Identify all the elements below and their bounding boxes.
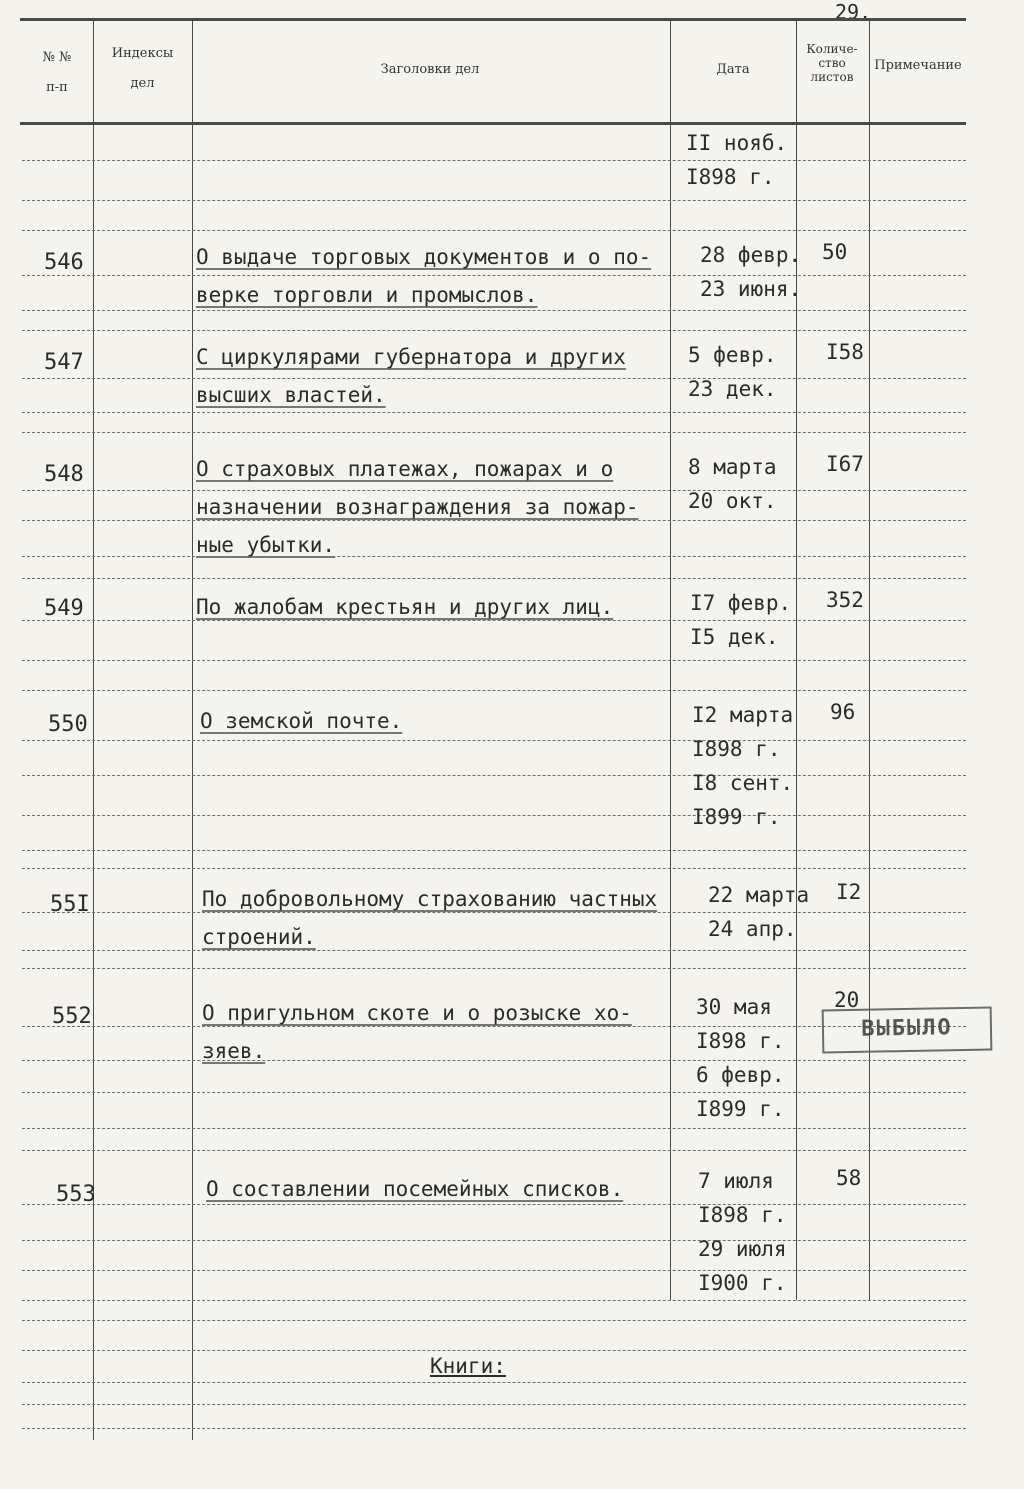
item-dates: 28 февр. 23 июня.	[700, 243, 802, 301]
item-title: О земской почте.	[200, 709, 403, 733]
ruled-line	[22, 160, 966, 161]
item-dates: 7 июля I898 г. 29 июля I900 г.	[698, 1169, 787, 1295]
item-sheets: I2	[836, 880, 862, 904]
item-number: 548	[44, 462, 84, 487]
item-dates: I2 марта I898 г. I8 сент. I899 г.	[692, 703, 794, 829]
item-dates: I7 февр. I5 дек.	[690, 591, 792, 649]
ruled-line	[22, 1128, 966, 1129]
item-number: 552	[52, 1004, 92, 1029]
item-number: 55I	[50, 892, 90, 917]
item-number: 553	[56, 1182, 96, 1207]
ruled-line	[22, 850, 966, 851]
ruled-line	[22, 578, 966, 579]
ruled-line	[22, 660, 966, 661]
page-number: 29.	[835, 0, 872, 24]
ruled-line	[22, 1428, 966, 1429]
item-dates: 5 февр. 23 дек.	[688, 343, 777, 401]
ruled-line	[22, 968, 966, 969]
item-number: 549	[44, 596, 84, 621]
ruled-line	[22, 1270, 966, 1271]
ruled-line	[22, 432, 966, 433]
ruled-line	[22, 230, 966, 231]
ruled-line	[22, 815, 966, 816]
header-index: Индексы дел	[111, 46, 174, 91]
item-title: О страховых платежах, пожарах и о назначении вознаграждения за пожар- ные убытки.	[196, 457, 639, 557]
continuation-dates: II нояб. I898 г.	[686, 131, 788, 189]
item-number: 547	[44, 350, 84, 375]
ruled-line	[22, 330, 966, 331]
item-sheets: 352	[826, 588, 864, 612]
ruled-line	[22, 868, 966, 869]
item-number: 546	[44, 250, 84, 275]
item-title: По добровольному страхованию частных строений.	[202, 887, 658, 949]
section-heading: Книги:	[430, 1354, 506, 1378]
header-number: № № п-п	[42, 50, 72, 95]
item-title: С циркулярами губернатора и других высших властей.	[196, 345, 626, 407]
item-sheets: 50	[822, 240, 848, 264]
header-rule	[20, 122, 966, 125]
item-sheets: 58	[836, 1166, 862, 1190]
header-notes: Примечание	[874, 58, 962, 73]
ruled-line	[22, 200, 966, 201]
column-divider	[93, 20, 94, 1440]
header-date: Дата	[716, 62, 750, 77]
item-dates: 8 марта 20 окт.	[688, 455, 777, 513]
item-title: О выдаче торговых документов и о по- верке торговли и промыслов.	[196, 245, 652, 307]
item-sheets: 20	[834, 988, 860, 1012]
ruled-line	[22, 1350, 966, 1351]
stamp: ВЫБЫЛО	[822, 1007, 993, 1054]
item-sheets: I58	[826, 340, 864, 364]
ruled-line	[22, 1150, 966, 1151]
item-title: О пригульном скоте и о розыске хо- зяев.	[202, 1001, 632, 1063]
ruled-line	[22, 1240, 966, 1241]
ruled-line	[22, 690, 966, 691]
ruled-line	[22, 1300, 966, 1301]
ruled-line	[22, 1320, 966, 1321]
ruled-line	[22, 740, 966, 741]
ruled-line	[22, 1092, 966, 1093]
ruled-line	[22, 1382, 966, 1383]
item-sheets: 96	[830, 700, 856, 724]
header-sheets: Количе- ство листов	[806, 42, 858, 84]
item-sheets: I67	[826, 452, 864, 476]
ruled-line	[22, 1404, 966, 1405]
header-titles: Заголовки дел	[380, 62, 480, 77]
top-rule	[20, 18, 966, 21]
ruled-line	[22, 775, 966, 776]
item-dates: 30 мая I898 г. 6 февр. I899 г.	[696, 995, 785, 1121]
column-divider	[192, 20, 193, 1440]
item-title: О составлении посемейных списков.	[206, 1177, 624, 1201]
item-title: По жалобам крестьян и других лиц.	[196, 595, 614, 619]
item-dates: 22 марта 24 апр.	[708, 883, 810, 941]
item-number: 550	[48, 712, 88, 737]
